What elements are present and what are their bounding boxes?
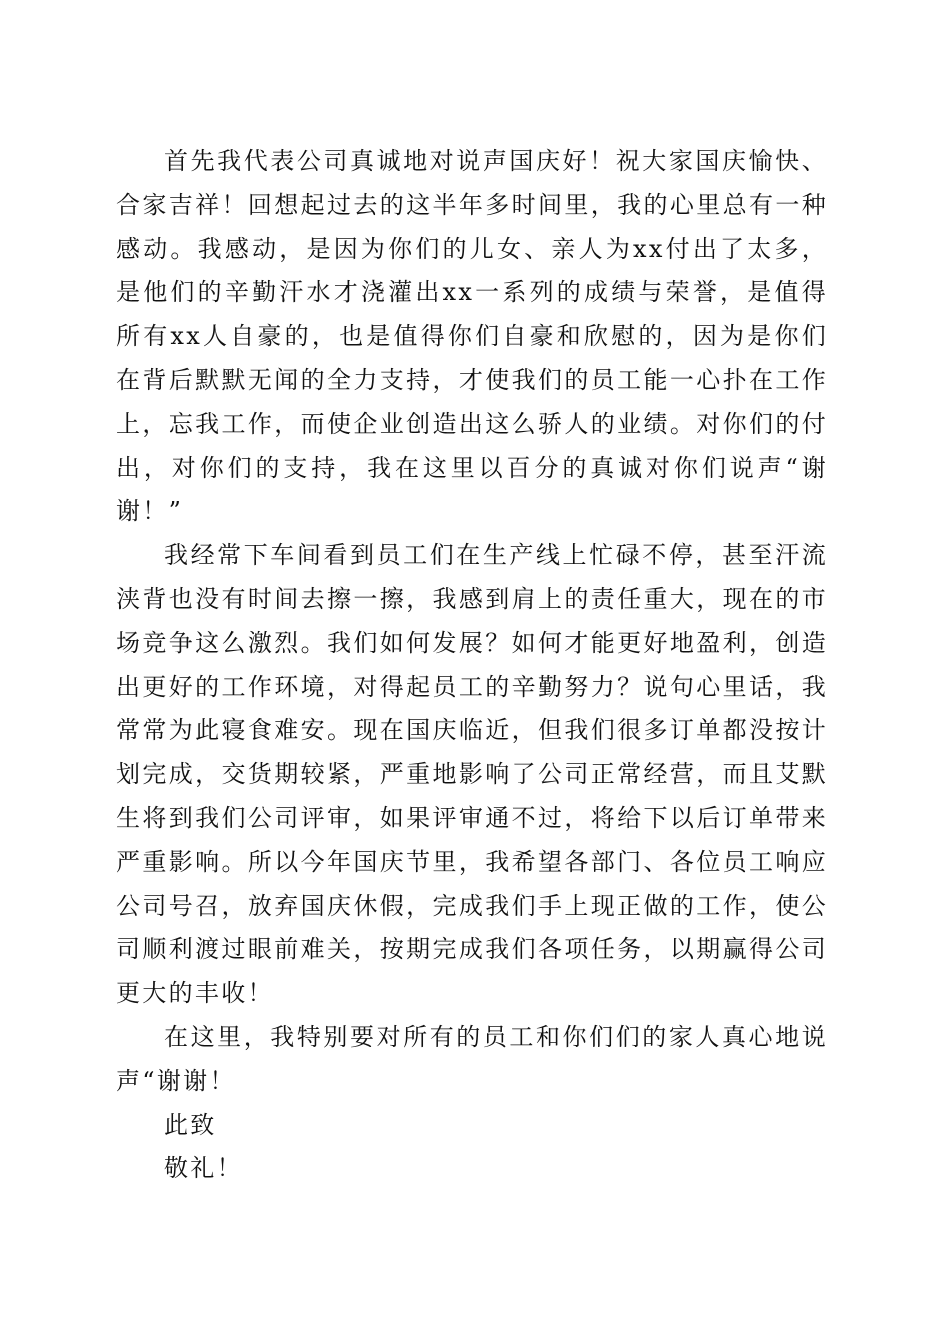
paragraph-work-request: 我经常下车间看到员工们在生产线上忙碌不停，甚至汗流浃背也没有时间去擦一擦，我感到肩上的责任重大，现在的市场竞争这么激烈。我们如何发展？如何才能更好地盈利，创造出更好的工作环境，对得起员工的辛勤努力？说句心里话，我常常为此寝食难安。现在国庆临近，但我们很多订单都没按计划完成，交货期较紧，严重地影响了公司正常经营，而且艾默生将到我们公司评审，如果评审通不过，将给下以后订单带来严重影响。所以今年国庆节里，我希望各部门、各位员工响应公司号召，放弃国庆休假，完成我们手上现正做的工作，使公司顺利渡过眼前难关，按期完成我们各项任务，以期赢得公司更大的丰收！ <box>116 541 828 1008</box>
paragraph-thanks: 在这里，我特别要对所有的员工和你们们的家人真心地说声“谢谢！ <box>116 1022 828 1095</box>
letter-body <box>116 140 828 1191</box>
closing-regards: 敬礼！ <box>164 1154 243 1183</box>
closing-salutation: 此致 <box>164 1110 217 1139</box>
paragraph-gratitude: 首先我代表公司真诚地对说声国庆好！祝大家国庆愉快、合家吉祥！回想起过去的这半年多时间里，我的心里总有一种感动。我感动，是因为你们的儿女、亲人为xx付出了太多，是他们的辛勤汗水才浇灌出xx一系列的成绩与荣誉，是值得所有xx人自豪的，也是值得你们自豪和欣慰的，因为是你们在背后默默无闻的全力支持，才使我们的员工能一心扑在工作上，忘我工作，而使企业创造出这么骄人的业绩。对你们的付出，对你们的支持，我在这里以百分的真诚对你们说声“谢谢！” <box>116 147 828 526</box>
